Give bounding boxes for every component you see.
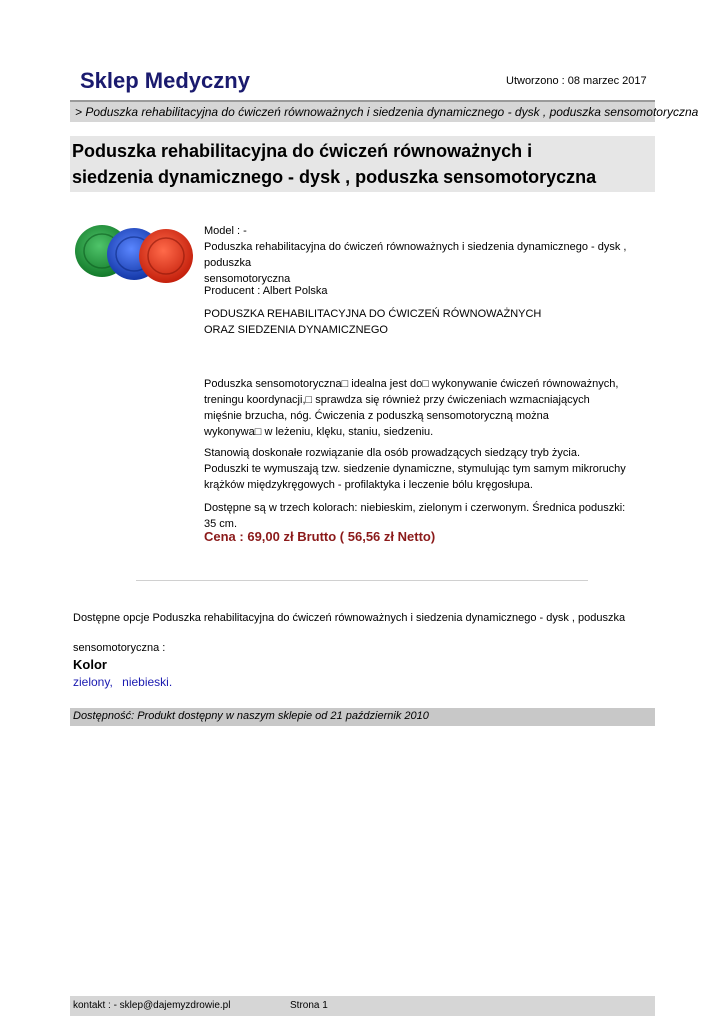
red-cushion: [139, 229, 193, 283]
description-paragraph: [204, 376, 634, 440]
paragraph-line: Dostępne są w trzech kolorach: niebieskim, zielonym i czerwonym. Średnica poduszki:: [204, 502, 626, 514]
caps-line: PODUSZKA REHABILITACYJNA DO ĆWICZEŃ RÓWNOWAŻNYCH: [204, 308, 542, 320]
breadcrumb[interactable]: > Poduszka rehabilitacyjna do ćwiczeń równoważnych i siedzenia dynamicznego - dysk , poduszka sensomotoryczna: [75, 105, 699, 119]
paragraph-line: krążków międzykręgowych - profilaktyka i leczenie bólu kręgosłupa.: [204, 479, 533, 491]
divider: [136, 580, 588, 581]
options-intro: [73, 603, 653, 663]
color-option-label: Kolor: [73, 657, 107, 672]
paragraph-line: treningu koordynacji,□ sprawdza się również przy ćwiczeniach wzmacniających: [204, 394, 590, 406]
created-date: Utworzono : 08 marzec 2017: [506, 75, 647, 87]
balance-cushions-image: [74, 222, 194, 286]
breadcrumb-bar: [70, 100, 699, 122]
product-title-line: Poduszka rehabilitacyjna do ćwiczeń równoważnych i: [72, 141, 533, 161]
product-name-line: sensomotoryczna: [204, 273, 291, 285]
caps-line: ORAZ SIEDZENIA DYNAMICZNEGO: [204, 324, 388, 336]
paragraph-line: Poduszka sensomotoryczna□ idealna jest do□ wykonywanie ćwiczeń równoważnych,: [204, 378, 619, 390]
footer-page-number: Strona 1: [290, 1000, 328, 1011]
paragraph-line: Poduszki te wymuszają tzw. siedzenie dynamiczne, stymulując tym samym mikroruchy: [204, 463, 626, 475]
availability-text: Dostępność: Produkt dostępny w naszym sklepie od 21 październik 2010: [73, 710, 429, 722]
availability-bar: [70, 708, 655, 726]
product-caps-heading: [204, 306, 644, 338]
options-intro-line: sensomotoryczna :: [73, 642, 166, 654]
color-option-blue[interactable]: niebieski.: [122, 675, 173, 689]
product-name-line: Poduszka rehabilitacyjna do ćwiczeń równoważnych i siedzenia dynamicznego - dysk , poduszka: [204, 241, 627, 269]
product-name: [204, 239, 644, 287]
product-producer: Producent : Albert Polska: [204, 285, 328, 297]
color-option-values: [73, 675, 178, 689]
options-intro-line: Dostępne opcje Poduszka rehabilitacyjna do ćwiczeń równoważnych i siedzenia dynamicznego - dysk , poduszka: [73, 612, 626, 624]
product-title-line: siedzenia dynamicznego - dysk , poduszka sensomotoryczna: [72, 167, 597, 187]
product-price: Cena : 69,00 zł Brutto ( 56,56 zł Netto): [204, 529, 436, 544]
site-title: Sklep Medyczny: [80, 68, 250, 93]
footer-bar: [70, 996, 655, 1016]
paragraph-line: mięśnie brzucha, nóg. Ćwiczenia z poduszką sensomotoryczną można: [204, 410, 549, 422]
footer-contact[interactable]: kontakt : - sklep@dajemyzdrowie.pl: [73, 1000, 231, 1011]
paragraph-line: Stanowią doskonałe rozwiązanie dla osób prowadzących siedzący tryb życia.: [204, 447, 581, 459]
paragraph-line: wykonywa□ w leżeniu, klęku, staniu, siedzeniu.: [204, 426, 434, 438]
product-title-box: [70, 136, 655, 192]
description-paragraph: [204, 445, 644, 493]
color-option-green[interactable]: zielony,: [73, 675, 113, 689]
description-paragraph: [204, 500, 644, 532]
product-model: Model : -: [204, 225, 247, 237]
product-title: [72, 138, 596, 190]
paragraph-line: 35 cm.: [204, 518, 238, 530]
